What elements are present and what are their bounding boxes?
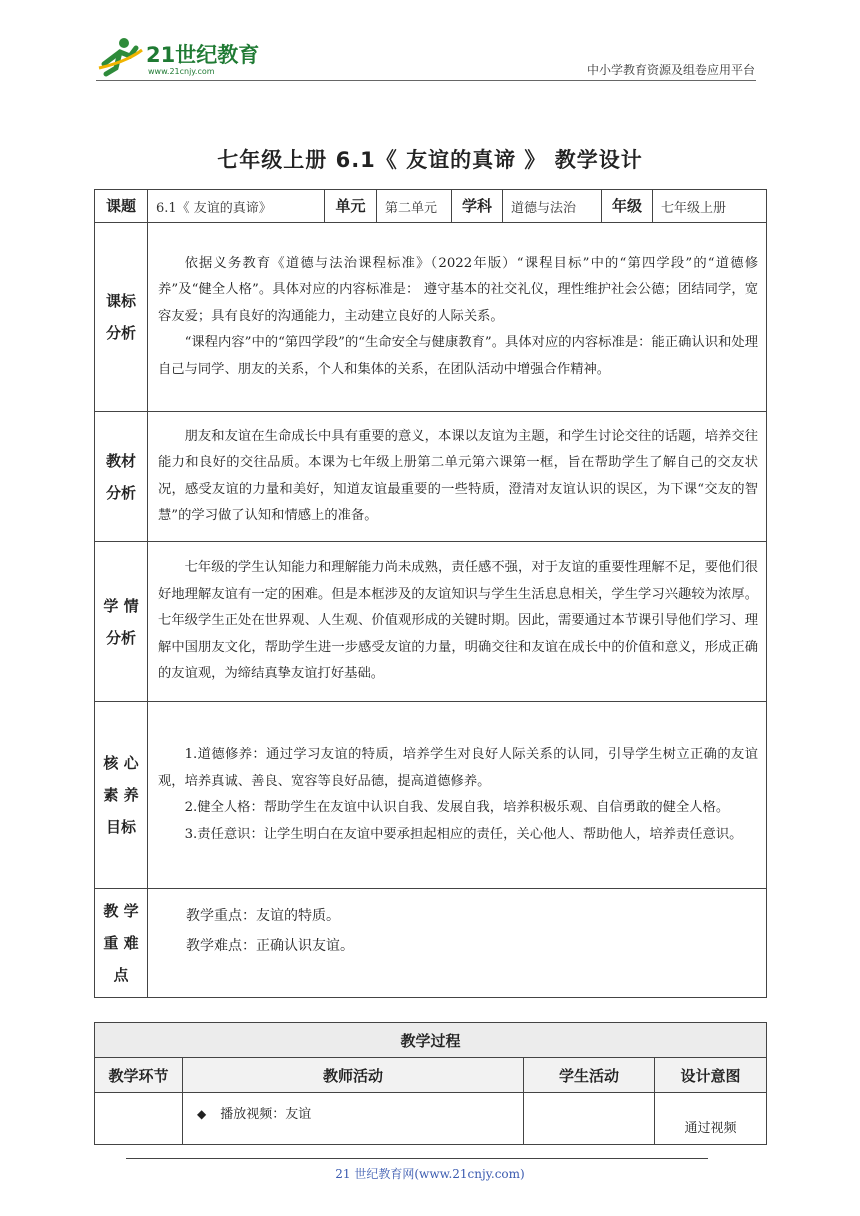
topic-value: 6.1《 友谊的真谛》 bbox=[148, 190, 325, 223]
footer-link[interactable]: 21 世纪教育网(www.21cnjy.com) bbox=[335, 1167, 525, 1181]
section-content bbox=[148, 889, 767, 998]
section-paragraph: 3.责任意识：让学生明白在友谊中要承担起相应的责任，关心他人、帮助他人，培养责任意识。 bbox=[184, 826, 743, 842]
section-label: 核 心 素 养 目标 bbox=[95, 702, 148, 889]
section-paragraph: 1.道德修养：通过学习友谊的特质，培养学生对良好人际关系的认同，引导学生树立正确的友谊观，培养真诚、善良、宽容等良好品德，提高道德修养。 bbox=[158, 747, 758, 789]
unit-value: 第二单元 bbox=[377, 190, 452, 223]
grade-value: 七年级上册 bbox=[653, 190, 767, 223]
table-row bbox=[95, 1093, 767, 1145]
column-header: 教学环节 bbox=[95, 1058, 183, 1093]
header-divider bbox=[96, 80, 756, 81]
section-content bbox=[148, 702, 767, 889]
section-row-competency bbox=[95, 702, 767, 889]
section-paragraph: 依据义务教育《道德与法治课程标准》（2022年版）“课程目标”中的“第四学段”的“道德修养”及“健全人格”。具体对应的内容标准是： 遵守基本的社交礼仪，理性维护社会公德；团结同学，宽容友爱；具有良好的沟通能力，主动建立良好的人际关系。 bbox=[158, 255, 758, 324]
column-header: 学生活动 bbox=[524, 1058, 655, 1093]
process-table bbox=[94, 1022, 767, 1145]
column-header: 设计意图 bbox=[655, 1058, 767, 1093]
section-label: 教 学 重 难 点 bbox=[95, 889, 148, 998]
section-content bbox=[148, 223, 767, 412]
student-cell bbox=[524, 1093, 655, 1145]
section-paragraph: 七年级的学生认知能力和理解能力尚未成熟，责任感不强，对于友谊的重要性理解不足，要他们很好地理解友谊有一定的困难。但是本框涉及的友谊知识与学生生活息息相关，学生学习兴趣较为浓厚。七年级学生正处在世界观、人生观、价值观形成的关键时期。因此，需要通过本节课引导他们学习、理解中国朋友文化，帮助学生进一步感受友谊的力量，明确交往和友谊在成长中的价值和意义，形成正确的友谊观，为缔结真挚友谊打好基础。 bbox=[158, 560, 758, 682]
section-row-learners bbox=[95, 542, 767, 702]
section-label: 教材 分析 bbox=[95, 412, 148, 542]
section-content bbox=[148, 542, 767, 702]
section-paragraph: 教学难点：正确认识友谊。 bbox=[186, 938, 354, 954]
section-row-textbook bbox=[95, 412, 767, 542]
column-header: 教师活动 bbox=[183, 1058, 524, 1093]
section-paragraph: “课程内容”中的“第四学段”的“生命安全与健康教育”。具体对应的内容标准是：能正确认识和处理自己与同学、朋友的关系，个人和集体的关系，在团队活动中增强合作精神。 bbox=[158, 335, 758, 377]
section-row-standards bbox=[95, 223, 767, 412]
teacher-cell bbox=[183, 1093, 524, 1145]
page-title: 七年级上册 6.1《 友谊的真谛 》 教学设计 bbox=[217, 148, 643, 172]
unit-label: 单元 bbox=[325, 190, 377, 223]
process-heading: 教学过程 bbox=[95, 1023, 767, 1058]
section-paragraph: 2.健全人格：帮助学生在友谊中认识自我、发展自我，培养积极乐观、自信勇敢的健全人格。 bbox=[184, 800, 730, 815]
svg-text:www.21cnjy.com: www.21cnjy.com bbox=[148, 67, 215, 76]
site-logo bbox=[96, 34, 266, 78]
platform-name: 中小学教育资源及组卷应用平台 bbox=[586, 63, 755, 77]
section-label: 课标 分析 bbox=[95, 223, 148, 412]
section-content bbox=[148, 412, 767, 542]
subject-label: 学科 bbox=[452, 190, 503, 223]
teacher-activity: 播放视频：友谊 bbox=[220, 1107, 312, 1122]
info-row bbox=[95, 190, 767, 223]
section-row-key-points bbox=[95, 889, 767, 998]
stage-cell bbox=[95, 1093, 183, 1145]
section-paragraph: 朋友和友谊在生命成长中具有重要的意义，本课以友谊为主题，和学生讨论交往的话题，培养交往能力和良好的交往品质。本课为七年级上册第二单元第六课第一框，旨在帮助学生了解自己的交友状况，感受友谊的力量和美好，知道友谊最重要的一些特质，澄清对友谊认识的误区，为下课“交友的智慧”的学习做了认知和情感上的准备。 bbox=[158, 428, 758, 523]
grade-label: 年级 bbox=[602, 190, 653, 223]
lesson-info-table bbox=[94, 189, 767, 998]
topic-label: 课题 bbox=[95, 190, 148, 223]
section-paragraph: 教学重点：友谊的特质。 bbox=[186, 908, 340, 924]
section-label: 学 情 分析 bbox=[95, 542, 148, 702]
svg-text:21世纪教育: 21世纪教育 bbox=[146, 43, 260, 67]
subject-value: 道德与法治 bbox=[503, 190, 602, 223]
diamond-bullet-icon: ◆ bbox=[197, 1107, 207, 1121]
footer-divider bbox=[126, 1158, 708, 1159]
intent-cell: 通过视频 bbox=[655, 1093, 767, 1145]
runner-logo-icon bbox=[96, 34, 266, 78]
